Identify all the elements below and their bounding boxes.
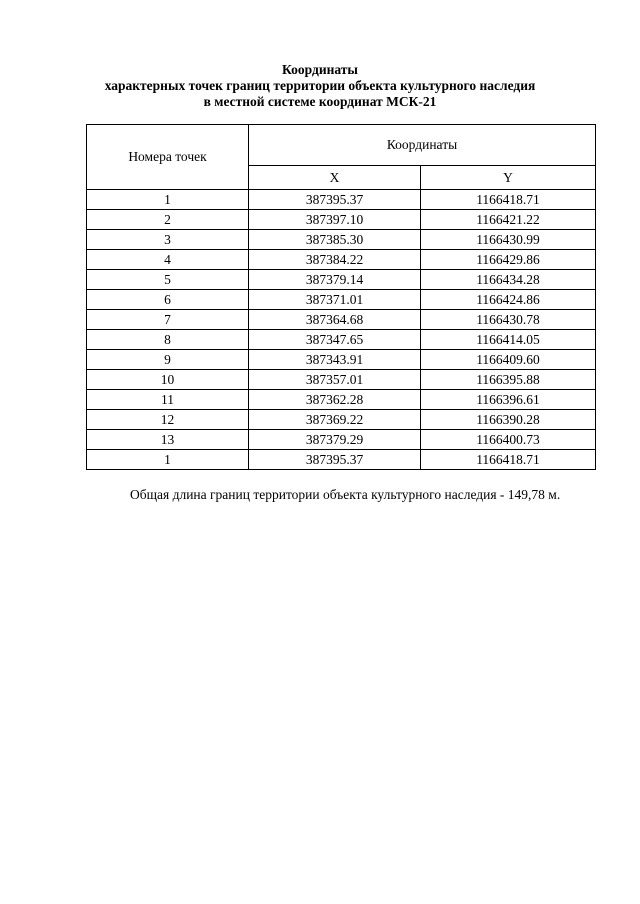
y-coordinate-cell: 1166395.88 — [421, 370, 596, 390]
table-row — [87, 450, 596, 470]
header-y: Y — [421, 166, 596, 190]
point-number-cell: 9 — [87, 350, 249, 370]
x-coordinate-cell: 387397.10 — [249, 210, 421, 230]
point-number-cell: 5 — [87, 270, 249, 290]
table-row — [87, 310, 596, 330]
point-number-cell: 11 — [87, 390, 249, 410]
x-coordinate-cell: 387395.37 — [249, 190, 421, 210]
y-coordinate-cell: 1166396.61 — [421, 390, 596, 410]
x-coordinate-cell: 387371.01 — [249, 290, 421, 310]
point-number-cell: 2 — [87, 210, 249, 230]
x-coordinate-cell: 387343.91 — [249, 350, 421, 370]
y-coordinate-cell: 1166429.86 — [421, 250, 596, 270]
point-number-cell: 1 — [87, 190, 249, 210]
x-coordinate-cell: 387379.14 — [249, 270, 421, 290]
y-coordinate-cell: 1166400.73 — [421, 430, 596, 450]
y-coordinate-cell: 1166430.78 — [421, 310, 596, 330]
table-row — [87, 430, 596, 450]
x-coordinate-cell: 387357.01 — [249, 370, 421, 390]
point-number-cell: 4 — [87, 250, 249, 270]
x-coordinate-cell: 387384.22 — [249, 250, 421, 270]
point-number-cell: 12 — [87, 410, 249, 430]
table-row — [87, 350, 596, 370]
header-x: X — [249, 166, 421, 190]
table-row — [87, 410, 596, 430]
y-coordinate-cell: 1166390.28 — [421, 410, 596, 430]
coordinates-table — [86, 124, 596, 470]
table-row — [87, 230, 596, 250]
title-line-3: в местной системе координат МСК-21 — [203, 94, 437, 109]
table-row — [87, 290, 596, 310]
y-coordinate-cell: 1166424.86 — [421, 290, 596, 310]
title-line-2: характерных точек границ территории объекта культурного наследия — [104, 78, 536, 93]
point-number-cell: 7 — [87, 310, 249, 330]
point-number-cell: 8 — [87, 330, 249, 350]
x-coordinate-cell: 387369.22 — [249, 410, 421, 430]
point-number-cell: 1 — [87, 450, 249, 470]
x-coordinate-cell: 387379.29 — [249, 430, 421, 450]
header-coordinates: Координаты — [249, 125, 596, 166]
total-length-note: Общая длина границ территории объекта культурного наследия - 149,78 м. — [130, 487, 561, 502]
table-row — [87, 250, 596, 270]
point-number-cell: 6 — [87, 290, 249, 310]
table-row — [87, 330, 596, 350]
y-coordinate-cell: 1166409.60 — [421, 350, 596, 370]
y-coordinate-cell: 1166418.71 — [421, 190, 596, 210]
y-coordinate-cell: 1166421.22 — [421, 210, 596, 230]
table-row — [87, 190, 596, 210]
x-coordinate-cell: 387395.37 — [249, 450, 421, 470]
table-row — [87, 390, 596, 410]
point-number-cell: 13 — [87, 430, 249, 450]
y-coordinate-cell: 1166414.05 — [421, 330, 596, 350]
y-coordinate-cell: 1166434.28 — [421, 270, 596, 290]
x-coordinate-cell: 387385.30 — [249, 230, 421, 250]
x-coordinate-cell: 387362.28 — [249, 390, 421, 410]
point-number-cell: 10 — [87, 370, 249, 390]
y-coordinate-cell: 1166430.99 — [421, 230, 596, 250]
table-row — [87, 270, 596, 290]
table-row — [87, 370, 596, 390]
table-body — [87, 190, 596, 470]
point-number-cell: 3 — [87, 230, 249, 250]
header-point-numbers: Номера точек — [87, 125, 249, 190]
document-title — [0, 62, 640, 110]
x-coordinate-cell: 387347.65 — [249, 330, 421, 350]
y-coordinate-cell: 1166418.71 — [421, 450, 596, 470]
title-line-1: Координаты — [282, 62, 358, 77]
x-coordinate-cell: 387364.68 — [249, 310, 421, 330]
table-row — [87, 210, 596, 230]
